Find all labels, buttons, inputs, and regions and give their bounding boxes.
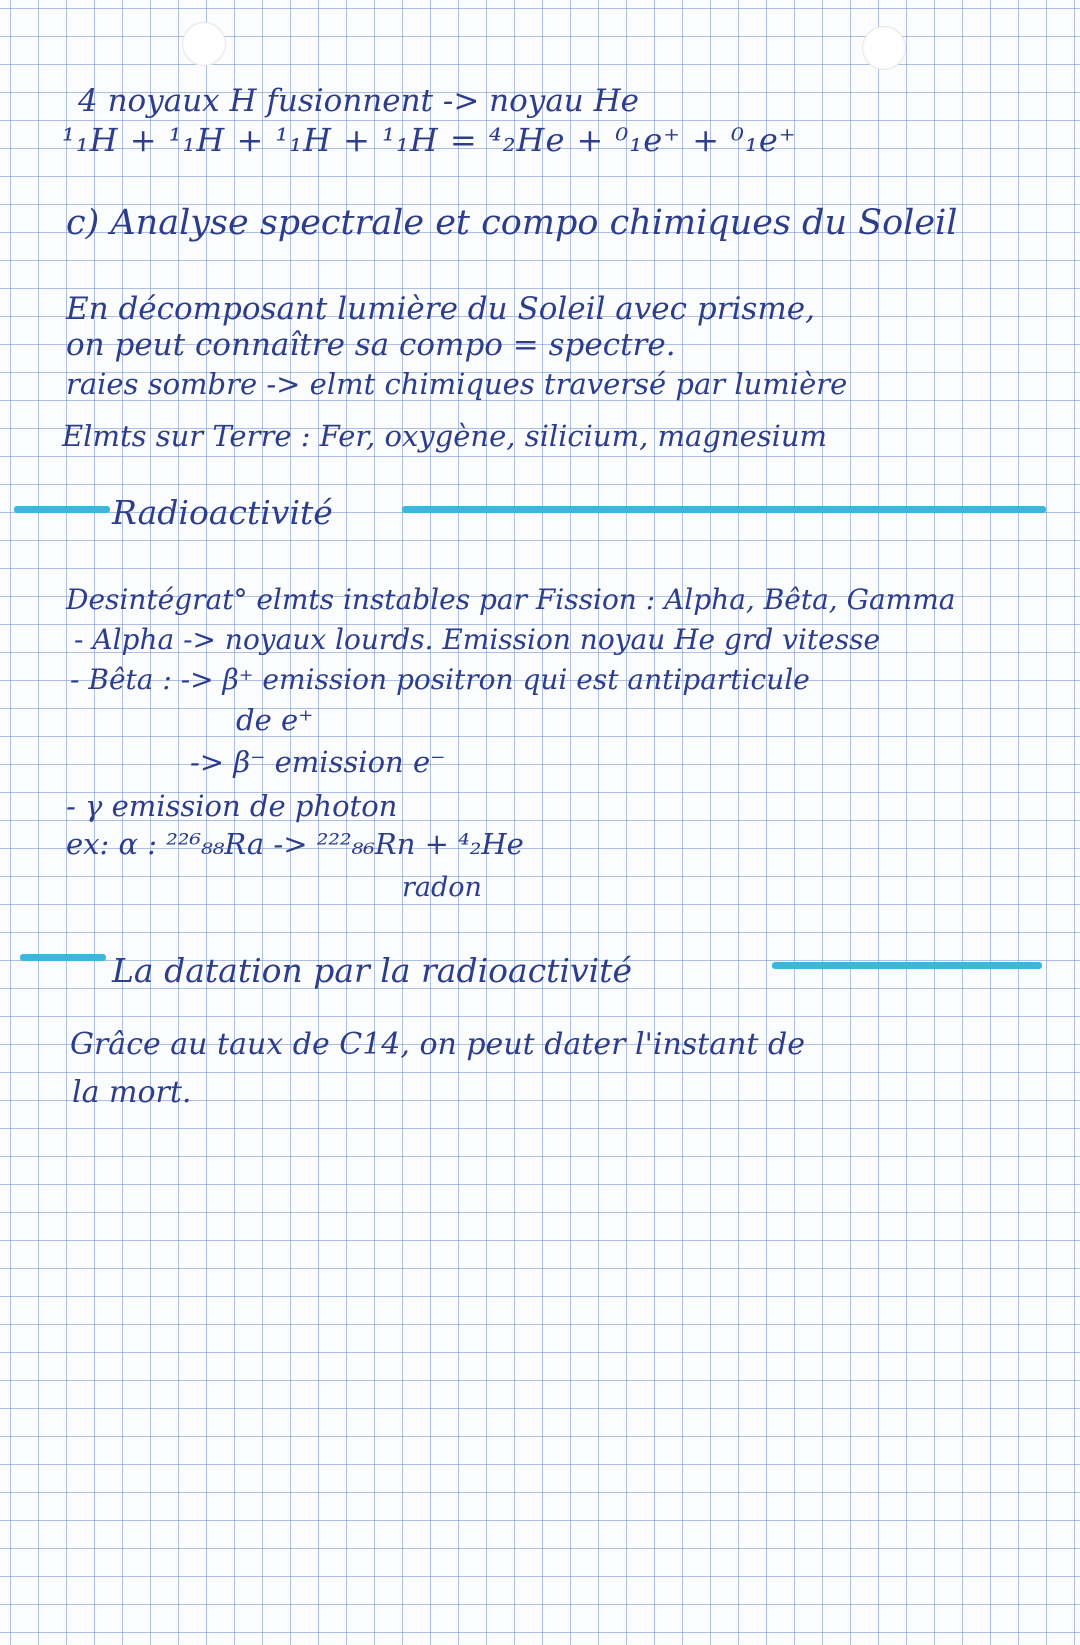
fusion-line: 4 noyaux H fusionnent -> noyau He [78, 83, 639, 119]
radio-line-3: - Bêta : -> β⁺ emission positron qui est antiparticule [70, 663, 810, 696]
highlighter-rule-left-2 [20, 954, 106, 961]
radio-line-4: de e⁺ [236, 703, 314, 737]
radio-line-8: radon [402, 872, 482, 903]
spectre-line-2: on peut connaître sa compo = spectre. [66, 327, 676, 363]
radio-line-1: Desintégrat° elmts instables par Fission : Alpha, Bêta, Gamma [66, 583, 956, 616]
datation-line-2: la mort. [72, 1075, 192, 1110]
highlighter-rule-right [402, 506, 1046, 513]
radioactivite-title: Radioactivité [112, 493, 333, 532]
punch-hole-left [182, 22, 226, 66]
section-c-title: c) Analyse spectrale et compo chimiques du Soleil [66, 203, 958, 243]
datation-line-1: Grâce au taux de C14, on peut dater l'instant de [70, 1027, 805, 1062]
punch-hole-right [862, 26, 906, 70]
radio-line-6: - γ emission de photon [66, 789, 398, 823]
highlighter-rule-right-2 [772, 962, 1042, 969]
radio-line-2: - Alpha -> noyaux lourds. Emission noyau He grd vitesse [74, 623, 881, 656]
spectre-line-4: Elmts sur Terre : Fer, oxygène, silicium, magnesium [62, 419, 828, 453]
radio-line-7: ex: α : ²²⁶₈₈Ra -> ²²²₈₆Rn + ⁴₂He [66, 827, 524, 861]
fusion-equation: ¹₁H + ¹₁H + ¹₁H + ¹₁H = ⁴₂He + ⁰₁e⁺ + ⁰₁e⁺ [62, 121, 797, 159]
spectre-line-3: raies sombre -> elmt chimiques traversé par lumière [66, 367, 848, 401]
spectre-line-1: En décomposant lumière du Soleil avec prisme, [66, 291, 815, 327]
highlighter-rule-left [14, 506, 110, 513]
datation-title: La datation par la radioactivité [112, 951, 632, 990]
radio-line-5: -> β⁻ emission e⁻ [190, 745, 446, 779]
